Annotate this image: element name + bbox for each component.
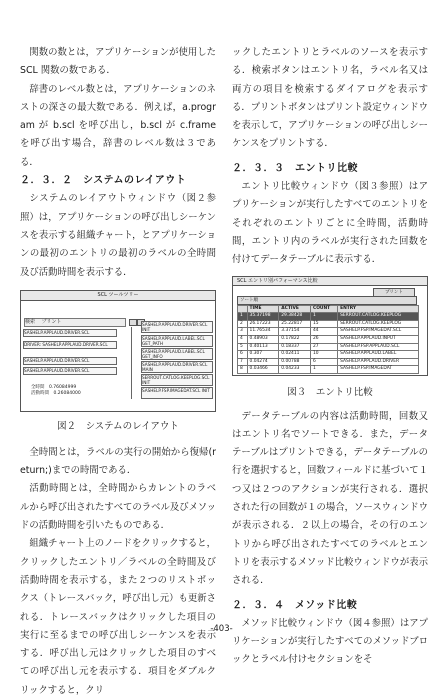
active-time-value: 0.26084000 (53, 390, 81, 396)
tree-node[interactable]: SERROUT.CATLOG.KEEPLOG.SCL INIT (141, 374, 213, 386)
cell: 0.48903 (247, 335, 279, 343)
tree-node[interactable]: SASHELP.FSP.IMAGEDAT.SCL INIT (141, 387, 213, 399)
paragraph: 組織チャート上のノードをクリックすると，クリックしたエントリ／ラベルの全時間及び活動時間を表示する，また２つのリストボックス（トレースバック，呼び出し元）も更新される．トレースバックはクリックした項目の実行に至るまでの呼び出しシーケンスを表示する．呼び出し元はクリックした項目のすべての呼び出し元を表示する．項目をダブルクリックすると，クリ (20, 538, 216, 696)
caller-item[interactable]: SASHELP.APPLAUD.DRIVER.SCL (23, 357, 117, 365)
table-row[interactable] (238, 320, 419, 328)
entry-data-table (237, 305, 419, 374)
active-time-label: 活動時間 (31, 390, 49, 396)
paragraph: 辞書のレベル数とは，アプリケーションのネストの深さの最大数である．例えば，a.program が b.scl を呼び出し，b.scl が c.frame を呼び出す場合，辞書のレベル数は３である． (20, 83, 216, 168)
cell: 35.37198 (247, 313, 279, 321)
section-heading: ２．３．３ エントリ比較 (232, 162, 358, 174)
paragraph: エントリ比較ウィンドウ（図３参照）はアプリケーションが実行したすべてのエントリをそれぞれのエントリごとに全時間，活動時間，エントリ内のラベルが実行された回数を付けてデータテーブルに表示する． (232, 181, 428, 266)
toolbar-icon[interactable] (129, 319, 137, 326)
cell: 0.03466 (247, 366, 279, 374)
window-title: SCL ツールツリー (21, 291, 215, 301)
cell: 10 (310, 351, 337, 359)
cell: 6 (310, 358, 337, 366)
window-title: SCL エントリ別パフォーマンス比較 (233, 277, 427, 286)
sort-order-select[interactable]: ソート順 (237, 296, 417, 305)
tree-node[interactable]: SASHELP.APPLAUD.DRIVER.SCL INIT (141, 321, 213, 333)
paragraph: 全時間とは，ラベルの実行の開始から復帰(return;)までの時間である． (20, 446, 216, 477)
cell: 0.04274 (247, 358, 279, 366)
column-header[interactable]: COUNT (310, 305, 337, 313)
cell: 1 (310, 366, 337, 374)
paragraph: メソッド比較ウィンドウ（図４参照）はアプリケーションが実行したすべてのメソッドブロックとラベル付けセクションをそ (232, 617, 428, 666)
cell: 4 (238, 335, 248, 343)
cell: 26.17223 (247, 320, 279, 328)
tree-node[interactable]: SASHELP.APPLAUD.LABEL.SCL GET_PATH (141, 335, 213, 347)
cell: 5 (238, 343, 248, 351)
cell: 0.18337 (279, 343, 311, 351)
cell: 44 (310, 328, 337, 336)
table-row[interactable] (238, 335, 419, 343)
cell: SASHELP.APPLAUD.LABEL (338, 351, 419, 359)
total-time-value: 0.76084999 (49, 384, 77, 390)
tree-connector (131, 327, 132, 399)
tree-node[interactable]: SASHELP.APPLAUD.DRIVER.SCL MAIN (141, 361, 213, 373)
cell: 11.76534 (247, 328, 279, 336)
figure-entry-compare (232, 276, 428, 376)
table-row[interactable] (238, 328, 419, 336)
table-row[interactable] (238, 358, 419, 366)
cell: SERROUT.CATLOG.KEEPLOG (338, 313, 419, 321)
cell: 0.40113 (247, 343, 279, 351)
cell: 7 (238, 358, 248, 366)
table-row[interactable] (238, 366, 419, 374)
search-button[interactable]: 検索 (25, 318, 36, 325)
section-heading: ２．３．４ メソッド比較 (232, 599, 358, 611)
caller-item[interactable]: SASHELP.APPLAUD.DRIVER.SCL (23, 367, 117, 375)
figure-system-layout (20, 290, 216, 412)
cell: SASHELP.FSP.APPLAUD.SCL (338, 343, 419, 351)
cell: 3.37154 (279, 328, 311, 336)
total-time-label: 全時間 (31, 384, 45, 390)
cell: 2 (238, 320, 248, 328)
figure-caption: 図３ エントリ比較 (287, 386, 373, 398)
paragraph: 活動時間とは，全時間からカレントのラベルから呼び出されたすべてのラベル及びメソッドの活動時間を引いたものである． (20, 483, 216, 532)
print-button[interactable]: プリント (41, 318, 62, 325)
print-button[interactable]: プリント (373, 288, 415, 297)
section-heading: ２．３．２ システムのレイアウト (20, 175, 187, 187)
paragraph: 関数の数とは，アプリケーションが使用した SCL 関数の数である． (20, 47, 216, 77)
cell: 0.307 (247, 351, 279, 359)
cell: 1 (310, 313, 337, 321)
figure-caption: 図２ システムのレイアウト (57, 420, 179, 432)
right-column (232, 44, 428, 670)
traceback-item[interactable]: SASHELP.APPLAUD.DRIVER.SCL (23, 329, 117, 337)
column-header[interactable]: ENTRY (338, 305, 419, 313)
table-row[interactable] (238, 343, 419, 351)
column-header[interactable]: TIME (247, 305, 279, 313)
cell: 0.04233 (279, 366, 311, 374)
paragraph: データテーブルの内容は活動時間，回数又はエントリ名でソートできる．また，データテーブルはプリントできる，データテーブルの行を選択すると，回数フィールドに基づいて１つ又は２つのアクションが実行される．選択された行の回数が１の場合，ソースウィンドウが表示される．２以上の場合，その行のエントリから呼び出されたすべてのラベルとエントリを表示するメソッド比較ウィンドウが表示される． (232, 410, 428, 587)
cell: 27 (310, 343, 337, 351)
paragraph: システムのレイアウトウィンドウ（図２参照）は，アプリケーションの呼び出しシーケンスを表示する組織チャート，とアプリケーションの最初のエントリの最初のラベルの全時間及び活動時間を表示する． (20, 193, 216, 278)
toolbar (24, 318, 126, 327)
cell: SASHELP.APPLAUD.DRIVER (338, 358, 419, 366)
page-number: -403- (210, 624, 233, 634)
cell: 1 (238, 313, 248, 321)
cell: SERROUT.CATLOG.KEEPLOG (338, 320, 419, 328)
traceback-item[interactable]: DRIVER: SASHELP.APPLAUD.DRIVER.SCL (23, 341, 117, 349)
cell: 0.02411 (279, 351, 311, 359)
table-row[interactable] (238, 351, 419, 359)
cell: 8 (238, 366, 248, 374)
cell: 15 (310, 320, 337, 328)
column-header[interactable] (238, 305, 248, 313)
table-header-row (238, 305, 419, 313)
cell: 0.17822 (279, 335, 311, 343)
cell: 26 (310, 335, 337, 343)
column-header[interactable]: ACTIVE (279, 305, 311, 313)
cell: SASHELP.FSP.IMAGEDAT (338, 366, 419, 374)
left-column (20, 44, 216, 700)
tree-node[interactable]: SASHELP.APPLAUD.LABEL.SCL GET_INFO (141, 348, 213, 360)
cell: 3 (238, 328, 248, 336)
time-panel (31, 385, 81, 397)
cell: 29.38428 (279, 313, 311, 321)
cell: 6 (238, 351, 248, 359)
table-row[interactable] (238, 313, 419, 321)
paragraph: ックしたエントリとラベルのソースを表示する．検索ボタンはエントリ名，ラベル名又は両方の項目を検索するダイアログを表示する．プリントボタンはプリント設定ウィンドウを表示して，アプリケーションの呼び出しシーケンスをプリントする． (232, 47, 428, 150)
cell: SASHELP.FSP.IMAGEDAT.SCL (338, 328, 419, 336)
cell: 25.22817 (279, 320, 311, 328)
cell: SASHELP.APPLAUD.INPUT (338, 335, 419, 343)
cell: 0.00788 (279, 358, 311, 366)
